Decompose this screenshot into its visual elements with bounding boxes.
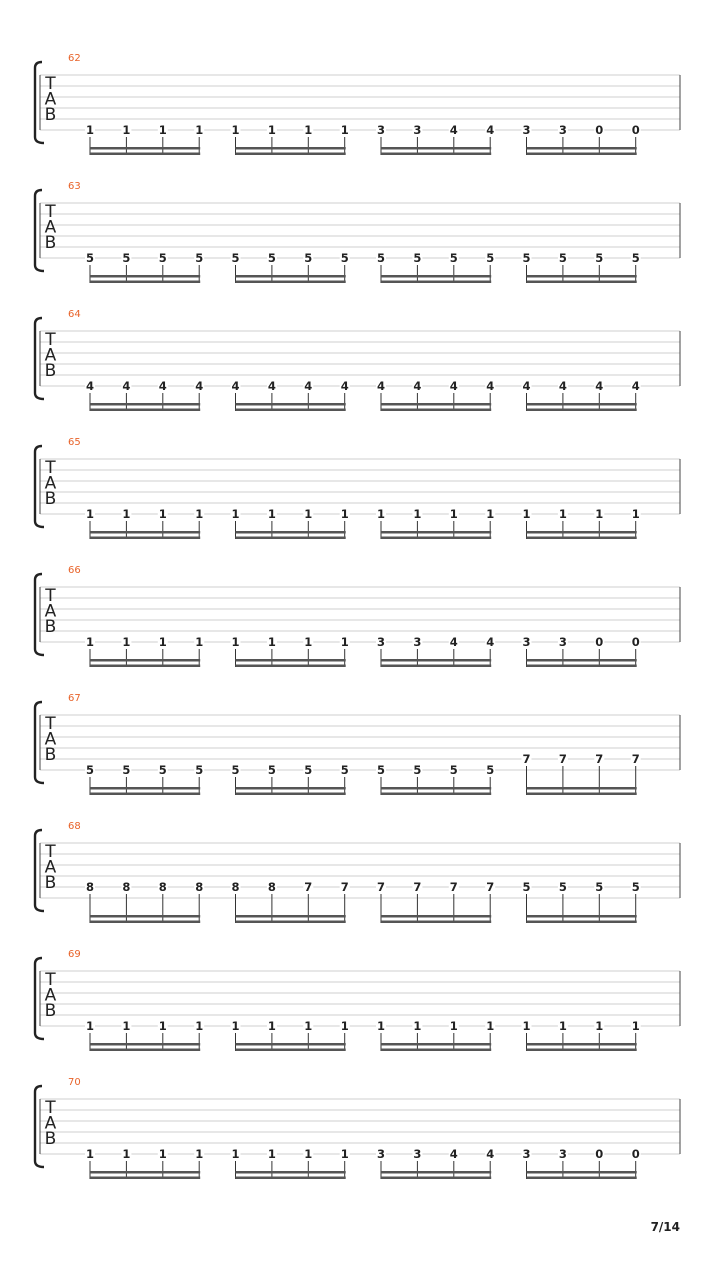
fret-number: 1 <box>122 1147 131 1161</box>
beam-primary <box>90 787 200 790</box>
fret-number: 7 <box>449 880 458 894</box>
beam-secondary <box>236 1177 346 1180</box>
fret-number: 4 <box>449 635 458 649</box>
fret-number: 1 <box>449 507 458 521</box>
fret-number: 1 <box>558 1019 567 1033</box>
beam-primary <box>527 1043 637 1046</box>
beam-primary <box>527 659 637 662</box>
measure-number: 68 <box>68 821 81 832</box>
beam-secondary <box>527 409 637 412</box>
fret-number: 1 <box>631 507 640 521</box>
fret-number: 5 <box>449 763 458 777</box>
fret-number: 1 <box>85 1147 95 1161</box>
fret-number: 1 <box>195 507 204 521</box>
fret-number: 4 <box>449 379 458 393</box>
tab-system <box>35 821 680 923</box>
fret-number: 8 <box>122 880 131 894</box>
fret-number: 1 <box>304 123 313 137</box>
beam-secondary <box>90 665 200 668</box>
fret-number: 1 <box>595 1019 604 1033</box>
fret-number: 1 <box>304 635 313 649</box>
beam-secondary <box>90 281 200 284</box>
beam-primary <box>90 1043 200 1046</box>
fret-number: 1 <box>522 507 531 521</box>
tab-clef-letter: A <box>44 985 57 1006</box>
beam-primary <box>90 275 200 278</box>
fret-number: 3 <box>413 1147 422 1161</box>
tab-system <box>35 437 680 539</box>
fret-number: 1 <box>85 635 95 649</box>
fret-number: 1 <box>231 123 240 137</box>
tab-clef-letter: T <box>45 842 56 862</box>
beam-primary <box>527 1171 637 1174</box>
tab-clef-letter: B <box>44 105 57 125</box>
beam-primary <box>381 147 491 150</box>
fret-number: 1 <box>85 1019 95 1033</box>
beam-secondary <box>381 793 491 796</box>
fret-number: 1 <box>304 1019 313 1033</box>
fret-number: 1 <box>158 507 167 521</box>
measure-number: 62 <box>68 53 81 64</box>
beam-secondary <box>527 1049 637 1052</box>
fret-number: 1 <box>195 123 204 137</box>
fret-number: 7 <box>304 880 313 894</box>
fret-number: 5 <box>304 251 313 265</box>
fret-number: 7 <box>595 752 604 766</box>
beam-primary <box>90 659 200 662</box>
fret-number: 5 <box>195 251 204 265</box>
beam-primary <box>236 1043 346 1046</box>
beam-secondary <box>90 153 200 156</box>
fret-number: 1 <box>413 507 422 521</box>
fret-number: 7 <box>486 880 495 894</box>
fret-number: 5 <box>595 251 604 265</box>
beam-secondary <box>236 793 346 796</box>
measure-number: 69 <box>68 949 81 960</box>
fret-number: 1 <box>558 507 567 521</box>
fret-number: 1 <box>595 507 604 521</box>
beam-secondary <box>90 921 200 924</box>
beam-secondary <box>527 793 637 796</box>
tab-clef-letter: B <box>44 873 57 893</box>
fret-number: 5 <box>231 763 240 777</box>
fret-number: 5 <box>522 251 531 265</box>
fret-number: 4 <box>486 379 495 393</box>
fret-number: 5 <box>376 251 386 265</box>
fret-number: 3 <box>376 123 386 137</box>
fret-number: 5 <box>449 251 458 265</box>
fret-number: 4 <box>158 379 167 393</box>
beam-secondary <box>236 153 346 156</box>
fret-number: 1 <box>85 507 95 521</box>
fret-number: 1 <box>522 1019 531 1033</box>
beam-primary <box>381 403 491 406</box>
tab-system <box>35 949 680 1051</box>
beam-secondary <box>90 1049 200 1052</box>
fret-number: 1 <box>486 507 495 521</box>
fret-number: 1 <box>195 1147 204 1161</box>
tab-system <box>35 693 680 795</box>
fret-number: 1 <box>122 507 131 521</box>
fret-number: 3 <box>376 635 386 649</box>
fret-number: 3 <box>522 635 531 649</box>
fret-number: 1 <box>122 1019 131 1033</box>
fret-number: 1 <box>340 1147 349 1161</box>
tab-clef-letter: T <box>45 330 56 350</box>
beam-secondary <box>527 281 637 284</box>
fret-number: 1 <box>340 507 349 521</box>
fret-number: 0 <box>631 635 640 649</box>
beam-primary <box>381 787 491 790</box>
fret-number: 4 <box>595 379 604 393</box>
beam-primary <box>236 531 346 534</box>
fret-number: 5 <box>85 251 95 265</box>
fret-number: 5 <box>158 251 167 265</box>
fret-number: 0 <box>631 123 640 137</box>
measure-number: 67 <box>68 693 81 704</box>
fret-number: 4 <box>631 379 640 393</box>
fret-number: 5 <box>122 763 131 777</box>
fret-number: 5 <box>231 251 240 265</box>
fret-number: 8 <box>85 880 95 894</box>
tab-clef-letter: T <box>45 1098 56 1118</box>
fret-number: 1 <box>376 1019 386 1033</box>
fret-number: 1 <box>340 635 349 649</box>
fret-number: 1 <box>267 635 276 649</box>
beam-secondary <box>90 1177 200 1180</box>
fret-number: 5 <box>195 763 204 777</box>
fret-number: 4 <box>340 379 349 393</box>
measure-number: 66 <box>68 565 81 576</box>
beam-secondary <box>381 281 491 284</box>
fret-number: 4 <box>486 123 495 137</box>
beam-primary <box>527 915 637 918</box>
tab-clef-letter: A <box>44 217 57 238</box>
tab-clef-letter: B <box>44 745 57 765</box>
fret-number: 1 <box>267 123 276 137</box>
fret-number: 1 <box>122 635 131 649</box>
fret-number: 8 <box>231 880 240 894</box>
beam-secondary <box>236 665 346 668</box>
fret-number: 4 <box>85 379 95 393</box>
beam-secondary <box>381 409 491 412</box>
fret-number: 7 <box>558 752 567 766</box>
fret-number: 1 <box>231 507 240 521</box>
fret-number: 4 <box>122 379 131 393</box>
fret-number: 5 <box>267 763 276 777</box>
fret-number: 1 <box>267 507 276 521</box>
beam-secondary <box>527 1177 637 1180</box>
fret-number: 3 <box>558 1147 567 1161</box>
fret-number: 7 <box>340 880 349 894</box>
tab-clef-letter: B <box>44 1129 57 1149</box>
fret-number: 4 <box>486 635 495 649</box>
fret-number: 5 <box>413 251 422 265</box>
fret-number: 3 <box>413 123 422 137</box>
beam-primary <box>236 659 346 662</box>
fret-number: 5 <box>595 880 604 894</box>
fret-number: 5 <box>413 763 422 777</box>
tab-clef-letter: T <box>45 970 56 990</box>
beam-primary <box>236 275 346 278</box>
fret-number: 4 <box>413 379 422 393</box>
fret-number: 3 <box>376 1147 386 1161</box>
measure-number: 65 <box>68 437 81 448</box>
fret-number: 5 <box>304 763 313 777</box>
beam-secondary <box>381 153 491 156</box>
fret-number: 4 <box>486 1147 495 1161</box>
beam-secondary <box>527 153 637 156</box>
beam-primary <box>90 403 200 406</box>
tab-clef-letter: B <box>44 361 57 381</box>
page-number: 7/14 <box>650 1220 680 1234</box>
fret-number: 5 <box>558 880 567 894</box>
fret-number: 5 <box>267 251 276 265</box>
fret-number: 1 <box>158 123 167 137</box>
tab-clef-letter: B <box>44 617 57 637</box>
beam-primary <box>527 275 637 278</box>
fret-number: 8 <box>195 880 204 894</box>
measure-number: 63 <box>68 181 81 192</box>
beam-secondary <box>381 1177 491 1180</box>
beam-secondary <box>90 793 200 796</box>
beam-primary <box>90 531 200 534</box>
beam-primary <box>381 531 491 534</box>
fret-number: 1 <box>267 1019 276 1033</box>
tab-system <box>35 1077 680 1179</box>
fret-number: 1 <box>158 635 167 649</box>
tab-system <box>35 181 680 283</box>
fret-number: 1 <box>376 507 386 521</box>
tab-clef-letter: T <box>45 458 56 478</box>
beam-primary <box>381 1171 491 1174</box>
fret-number: 1 <box>158 1019 167 1033</box>
fret-number: 8 <box>158 880 167 894</box>
fret-number: 0 <box>595 1147 604 1161</box>
beam-primary <box>90 147 200 150</box>
fret-number: 5 <box>85 763 95 777</box>
tab-clef-letter: T <box>45 74 56 94</box>
fret-number: 4 <box>558 379 567 393</box>
fret-number: 5 <box>122 251 131 265</box>
fret-number: 4 <box>231 379 240 393</box>
tab-clef-letter: T <box>45 714 56 734</box>
beam-secondary <box>381 665 491 668</box>
beam-secondary <box>527 665 637 668</box>
beam-primary <box>90 1171 200 1174</box>
tab-clef-letter: A <box>44 473 57 494</box>
tab-clef-letter: B <box>44 1001 57 1021</box>
fret-number: 1 <box>449 1019 458 1033</box>
fret-number: 1 <box>304 1147 313 1161</box>
beam-secondary <box>381 1049 491 1052</box>
fret-number: 5 <box>486 763 495 777</box>
fret-number: 1 <box>413 1019 422 1033</box>
tab-clef-letter: B <box>44 233 57 253</box>
measure-number: 64 <box>68 309 81 320</box>
tab-system <box>35 565 680 667</box>
beam-primary <box>381 915 491 918</box>
fret-number: 1 <box>304 507 313 521</box>
fret-number: 7 <box>522 752 531 766</box>
beam-secondary <box>381 921 491 924</box>
tab-system <box>35 309 680 411</box>
fret-number: 1 <box>340 1019 349 1033</box>
beam-secondary <box>527 921 637 924</box>
beam-secondary <box>90 409 200 412</box>
fret-number: 0 <box>595 123 604 137</box>
fret-number: 3 <box>522 123 531 137</box>
fret-number: 7 <box>376 880 386 894</box>
fret-number: 4 <box>195 379 204 393</box>
fret-number: 5 <box>340 763 349 777</box>
beam-primary <box>381 1043 491 1046</box>
fret-number: 5 <box>631 251 640 265</box>
fret-number: 1 <box>122 123 131 137</box>
fret-number: 1 <box>85 123 95 137</box>
fret-number: 4 <box>304 379 313 393</box>
tab-clef-letter: A <box>44 857 57 878</box>
beam-primary <box>381 275 491 278</box>
fret-number: 4 <box>376 379 386 393</box>
beam-secondary <box>236 281 346 284</box>
fret-number: 5 <box>376 763 386 777</box>
tab-clef-letter: A <box>44 729 57 750</box>
fret-number: 0 <box>595 635 604 649</box>
tab-clef-letter: A <box>44 345 57 366</box>
fret-number: 5 <box>486 251 495 265</box>
fret-number: 1 <box>158 1147 167 1161</box>
beam-secondary <box>236 921 346 924</box>
fret-number: 5 <box>158 763 167 777</box>
beam-primary <box>527 787 637 790</box>
beam-primary <box>236 1171 346 1174</box>
fret-number: 1 <box>231 1147 240 1161</box>
tab-clef-letter: B <box>44 489 57 509</box>
beam-primary <box>236 147 346 150</box>
beam-secondary <box>527 537 637 540</box>
fret-number: 4 <box>449 1147 458 1161</box>
tab-clef-letter: A <box>44 601 57 622</box>
beam-primary <box>527 531 637 534</box>
fret-number: 7 <box>413 880 422 894</box>
fret-number: 5 <box>340 251 349 265</box>
tab-clef-letter: T <box>45 586 56 606</box>
beam-primary <box>236 915 346 918</box>
beam-secondary <box>236 409 346 412</box>
beam-primary <box>236 787 346 790</box>
beam-primary <box>236 403 346 406</box>
fret-number: 1 <box>231 1019 240 1033</box>
beam-primary <box>90 915 200 918</box>
tab-system <box>35 53 680 155</box>
beam-primary <box>527 403 637 406</box>
fret-number: 4 <box>267 379 276 393</box>
fret-number: 5 <box>522 880 531 894</box>
fret-number: 3 <box>558 635 567 649</box>
beam-secondary <box>90 537 200 540</box>
beam-secondary <box>236 537 346 540</box>
beam-secondary <box>236 1049 346 1052</box>
fret-number: 3 <box>413 635 422 649</box>
fret-number: 1 <box>631 1019 640 1033</box>
tab-clef-letter: A <box>44 89 57 110</box>
fret-number: 5 <box>558 251 567 265</box>
fret-number: 8 <box>267 880 276 894</box>
fret-number: 1 <box>195 1019 204 1033</box>
fret-number: 3 <box>558 123 567 137</box>
fret-number: 4 <box>522 379 531 393</box>
measure-number: 70 <box>68 1077 81 1088</box>
fret-number: 4 <box>449 123 458 137</box>
fret-number: 0 <box>631 1147 640 1161</box>
beam-primary <box>527 147 637 150</box>
fret-number: 1 <box>486 1019 495 1033</box>
fret-number: 7 <box>631 752 640 766</box>
tab-clef-letter: T <box>45 202 56 222</box>
fret-number: 5 <box>631 880 640 894</box>
beam-primary <box>381 659 491 662</box>
fret-number: 3 <box>522 1147 531 1161</box>
fret-number: 1 <box>195 635 204 649</box>
tab-clef-letter: A <box>44 1113 57 1134</box>
fret-number: 1 <box>231 635 240 649</box>
fret-number: 1 <box>267 1147 276 1161</box>
fret-number: 1 <box>340 123 349 137</box>
beam-secondary <box>381 537 491 540</box>
